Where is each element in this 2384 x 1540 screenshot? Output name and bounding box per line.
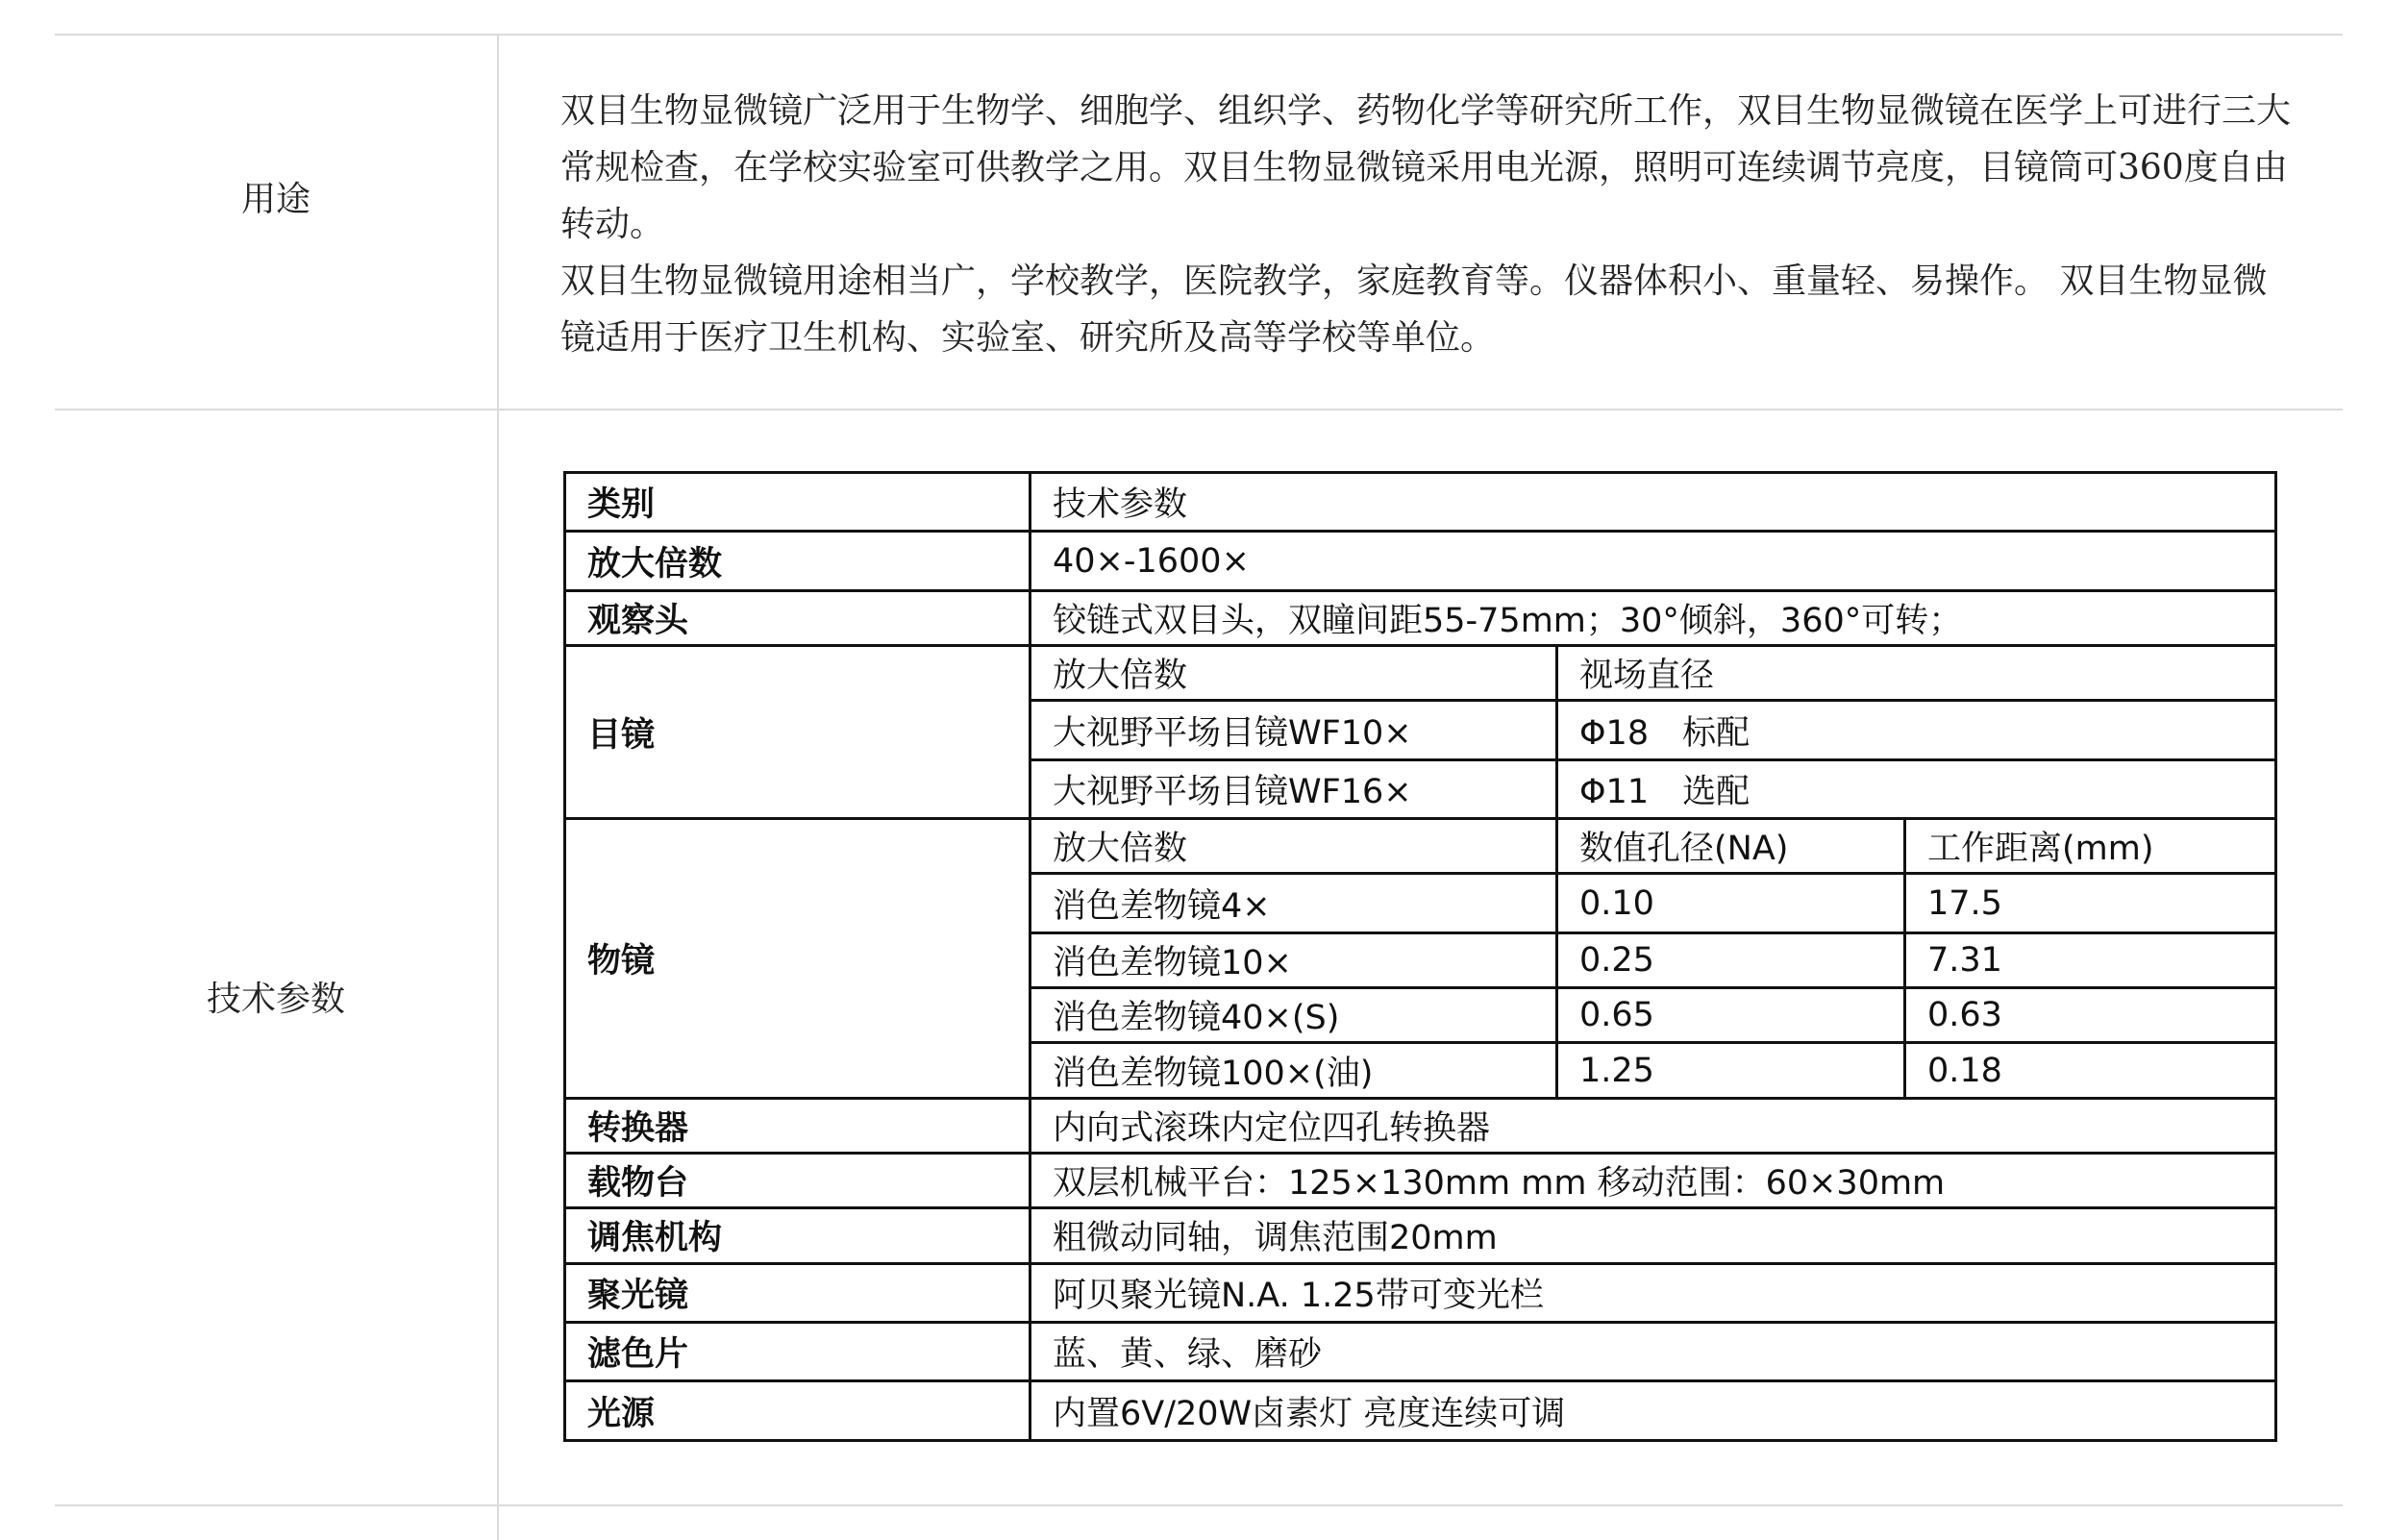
value-cell: 内置6V/20W卤素灯 亮度连续可调 [1031,1381,2276,1441]
header-value-cell: 技术参数 [1031,473,2276,532]
category-cell: 观察头 [565,590,1031,645]
table-row [565,646,2276,701]
value-cell: 40×-1600× [1031,532,2276,590]
objective-cell: 消色差物镜40×(S) [1031,988,1557,1043]
objective-cell: 0.63 [1905,988,2276,1043]
value-cell: 阿贝聚光镜N.A. 1.25带可变光栏 [1031,1263,2276,1322]
category-cell: 聚光镜 [565,1263,1031,1322]
category-cell: 调焦机构 [565,1208,1031,1263]
table-row [565,1154,2276,1208]
column-divider [497,35,499,1540]
objective-cell: 消色差物镜10× [1031,932,1557,987]
category-cell: 滤色片 [565,1323,1031,1381]
category-cell: 载物台 [565,1154,1031,1208]
usage-description [560,83,2300,366]
eyepiece-cell: 大视野平场目镜WF16× [1031,759,1557,818]
table-row [565,532,2276,590]
objective-col-header: 数值孔径(NA) [1557,819,1905,874]
divider-middle [55,409,2343,410]
value-cell: 双层机械平台：125×130mm mm 移动范围：60×30mm [1031,1154,2276,1208]
usage-label: 用途 [240,180,310,219]
table-row [565,819,2276,874]
objective-cell: 消色差物镜100×(油) [1031,1043,1557,1098]
header-category-cell: 类别 [565,473,1031,532]
objective-cell: 0.10 [1557,874,1905,932]
table-row [565,590,2276,645]
category-cell-eyepiece: 目镜 [565,646,1031,819]
table-row [565,1263,2276,1322]
objective-cell: 0.65 [1557,988,1905,1043]
eyepiece-cell: Φ18 标配 [1557,701,2276,759]
objective-col-header: 放大倍数 [1031,819,1557,874]
usage-paragraph: 双目生物显微镜用途相当广，学校教学，医院教学，家庭教育等。仪器体积小、重量轻、易操作。 双目生物显微镜适用于医疗卫生机构、实验室、研究所及高等学校等单位。 [560,261,2268,358]
objective-cell: 0.18 [1905,1043,2276,1098]
spec-table [563,471,2277,1442]
divider-top [55,34,2343,36]
divider-bottom [55,1504,2343,1506]
value-cell: 粗微动同轴，调焦范围20mm [1031,1208,2276,1263]
objective-cell: 消色差物镜4× [1031,874,1557,932]
table-row [565,473,2276,532]
category-cell: 放大倍数 [565,532,1031,590]
eyepiece-col-header: 放大倍数 [1031,646,1557,701]
usage-paragraph: 双目生物显微镜广泛用于生物学、细胞学、组织学、药物化学等研究所工作，双目生物显微镜在医学上可进行三大常规检查，在学校实验室可供教学之用。双目生物显微镜采用电光源，照明可连续调节亮度，目镜筒可360度自由转动。 [560,91,2292,244]
value-cell: 内向式滚珠内定位四孔转换器 [1031,1098,2276,1153]
objective-cell: 1.25 [1557,1043,1905,1098]
objective-cell: 17.5 [1905,874,2276,932]
value-cell: 铰链式双目头，双瞳间距55-75mm；30°倾斜，360°可转； [1031,590,2276,645]
objective-cell: 0.25 [1557,932,1905,987]
category-cell: 转换器 [565,1098,1031,1153]
category-cell-objective: 物镜 [565,819,1031,1099]
objective-col-header: 工作距离(mm) [1905,819,2276,874]
objective-cell: 7.31 [1905,932,2276,987]
eyepiece-cell: 大视野平场目镜WF10× [1031,701,1557,759]
table-row [565,1381,2276,1441]
table-row [565,1098,2276,1153]
eyepiece-col-header: 视场直径 [1557,646,2276,701]
value-cell: 蓝、黄、绿、磨砂 [1031,1323,2276,1381]
tech-label: 技术参数 [206,980,345,1019]
category-cell: 光源 [565,1381,1031,1441]
eyepiece-cell: Φ11 选配 [1557,759,2276,818]
table-row [565,1208,2276,1263]
table-row [565,1323,2276,1381]
